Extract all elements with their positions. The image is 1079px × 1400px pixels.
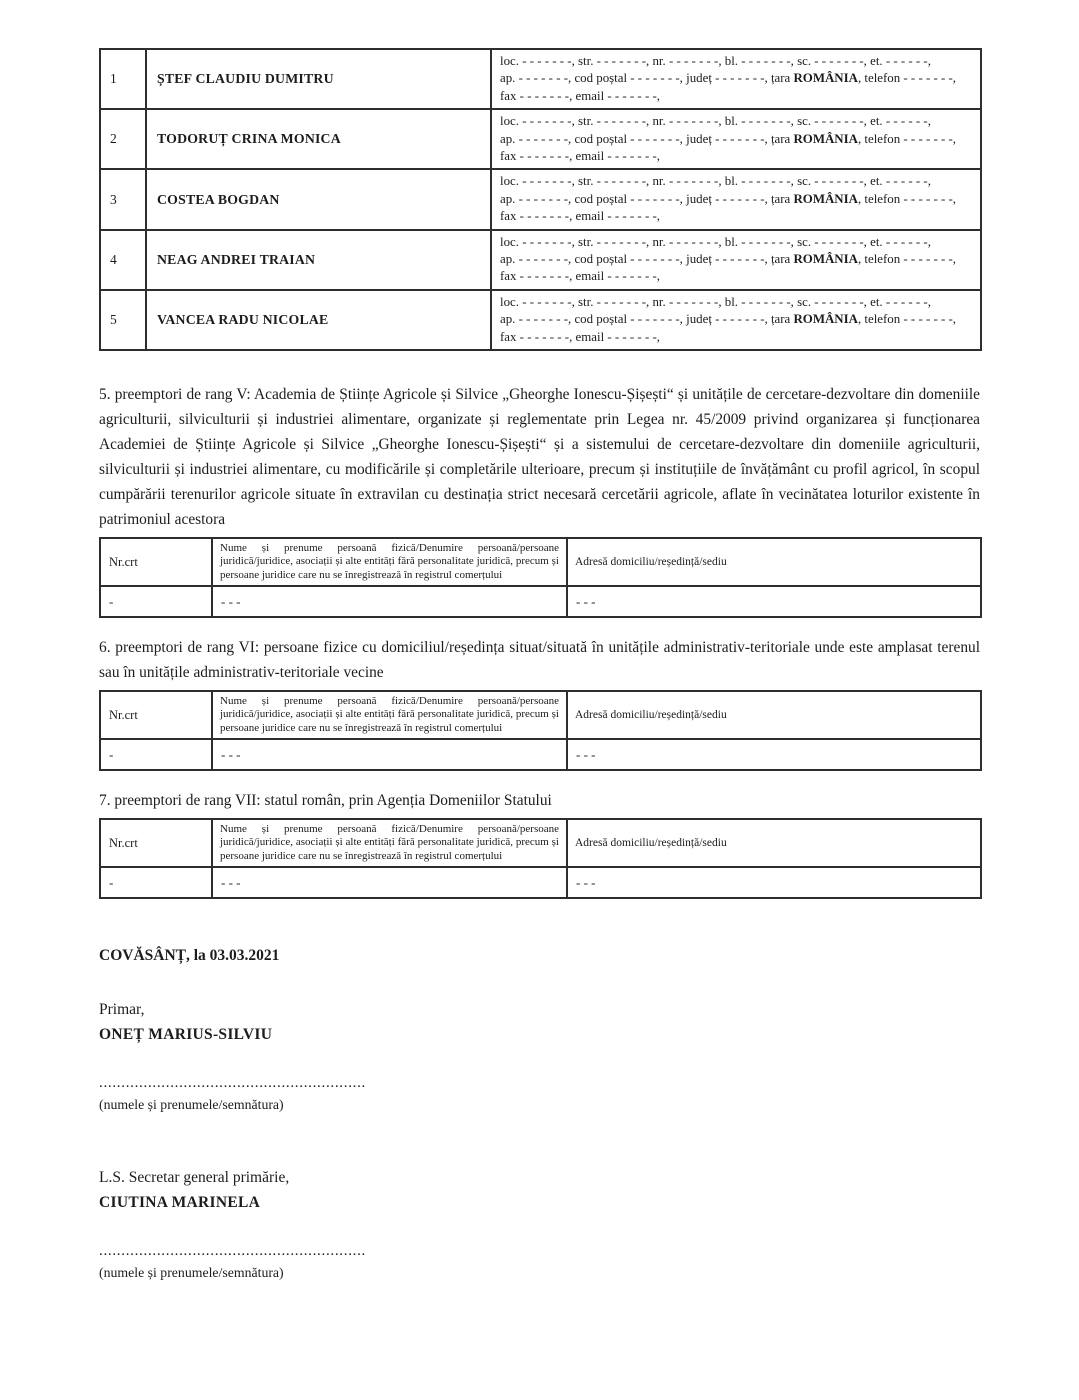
section7-table [99,818,982,899]
address-text: ap. - - - - - - -, cod poștal - - - - - - -, județ - - - - - - -, țara [500,191,794,206]
address-text: loc. - - - - - - -, str. - - - - - - -, nr. - - - - - - -, bl. - - - - - - -, sc. - - - - - - -, et. - - - - - -, [500,234,931,249]
address-text: ap. - - - - - - -, cod poștal - - - - - - -, județ - - - - - - -, țara [500,131,794,146]
preemptors-table [99,48,982,351]
address-text: fax - - - - - - -, email - - - - - - -, [500,149,660,164]
table-row [100,109,981,169]
table-header-row [100,819,981,867]
empty-cell-name: - - - [212,867,567,898]
address-text: loc. - - - - - - -, str. - - - - - - -, nr. - - - - - - -, bl. - - - - - - -, sc. - - - - - - -, et. - - - - - -, [500,54,931,68]
address-text: loc. - - - - - - -, str. - - - - - - -, nr. - - - - - - -, bl. - - - - - - -, sc. - - - - - - -, et. - - - - - -, [500,174,931,189]
signature-caption: (numele și prenumele/semnătura) [99,1265,284,1281]
column-header-address: Adresă domiciliu/reședință/sediu [567,538,981,586]
table-empty-row [100,739,981,770]
address-line-1 [500,113,972,130]
address-text: , telefon - - - - - - -, [857,131,957,146]
signature-line: ............................................................ [99,1075,366,1092]
column-header-nrcrt: Nr.crt [100,819,212,867]
address-text: fax - - - - - - -, email - - - - - - -, [500,329,660,344]
country-name: ROMÂNIA [793,131,858,146]
signature-name-secretar: CIUTINA MARINELA [99,1194,261,1212]
empty-cell-address: - - - [567,867,981,898]
preemptor-name: NEAG ANDREI TRAIAN [146,230,491,290]
address-line-3 [500,88,972,105]
address-line-2 [500,70,972,87]
row-number: 1 [100,49,146,109]
preemptor-address [491,109,981,169]
section6-paragraph: 6. preemptori de rang VI: persoane fizice cu domiciliul/reședința situat/situată în unitățile administrativ-teritoriale unde este amplasat terenul sau în unitățile administrativ-teritoriale vecine [99,639,980,682]
address-text: , telefon - - - - - - -, [857,252,957,267]
country-name: ROMÂNIA [793,191,858,206]
signature-caption: (numele și prenumele/semnătura) [99,1097,284,1113]
address-line-3 [500,208,972,225]
country-name: ROMÂNIA [793,71,858,86]
address-line-3 [500,148,972,165]
row-number: 4 [100,230,146,290]
address-line-1 [500,173,972,190]
address-text: loc. - - - - - - -, str. - - - - - - -, nr. - - - - - - -, bl. - - - - - - -, sc. - - - - - - -, et. - - - - - -, [500,294,931,309]
empty-cell-address: - - - [567,739,981,770]
address-line-2 [500,191,972,208]
preemptor-name: VANCEA RADU NICOLAE [146,290,491,350]
preemptor-name: ȘTEF CLAUDIU DUMITRU [146,49,491,109]
address-text: , telefon - - - - - - -, [857,312,957,327]
address-text: loc. - - - - - - -, str. - - - - - - -, nr. - - - - - - -, bl. - - - - - - -, sc. - - - - - - -, et. - - - - - -, [500,114,931,129]
address-text: ap. - - - - - - -, cod poștal - - - - - - -, județ - - - - - - -, țara [500,312,794,327]
table-header-row [100,538,981,586]
table-row [100,290,981,350]
row-number: 2 [100,109,146,169]
signature-role-primar: Primar, [99,1001,145,1019]
preemptor-address [491,290,981,350]
column-header-name: Nume și prenume persoană fizică/Denumire persoană/persoane juridică/juridice, asociații și alte entități fără personalitate juridică, precum și persoane juridice care nu se înregistrează în registrul comerțului [212,819,567,867]
column-header-name: Nume și prenume persoană fizică/Denumire persoană/persoane juridică/juridice, asociații și alte entități fără personalitate juridică, precum și persoane juridice care nu se înregistrează în registrul comerțului [212,691,567,739]
address-line-1 [500,234,972,251]
country-name: ROMÂNIA [793,312,858,327]
row-number: 5 [100,290,146,350]
table-header-row [100,691,981,739]
row-number: 3 [100,169,146,229]
address-text: fax - - - - - - -, email - - - - - - -, [500,269,660,284]
table-empty-row [100,867,981,898]
section5-paragraph: 5. preemptori de rang V: Academia de Științe Agricole și Silvice „Gheorghe Ionescu-Șișești“ și unitățile de cercetare-dezvoltare din domeniile agriculturii, silviculturii și industriei alimentare, organizate și reglementate prin Legea nr. 45/2009 privind organizarea și funcționarea Academiei de Științe Agricole și Silvice „Gheorghe Ionescu-Șișești“ și a sistemului de cercetare-dezvoltare din domeniile agriculturii, silviculturii și industriei alimentare, cu modificările și completările ulterioare, precum și instituțiile de învățământ cu profil agricol, în scopul cumpărării terenurilor agricole situate în extravilan cu destinația strict necesară cercetării agricole, aflate în vecinătatea loturilor existente în patrimoniul acestora [99,386,980,529]
preemptor-address [491,230,981,290]
preemptor-address [491,49,981,109]
table-row [100,169,981,229]
column-header-nrcrt: Nr.crt [100,691,212,739]
empty-cell-name: - - - [212,586,567,617]
section6-table [99,690,982,771]
address-text: fax - - - - - - -, email - - - - - - -, [500,209,660,224]
address-line-1 [500,53,972,70]
address-text: fax - - - - - - -, email - - - - - - -, [500,88,660,103]
address-text: , telefon - - - - - - -, [857,71,957,86]
table-row [100,230,981,290]
empty-cell-nr: - [100,739,212,770]
empty-cell-address: - - - [567,586,981,617]
address-line-3 [500,329,972,346]
preemptor-address [491,169,981,229]
country-name: ROMÂNIA [793,252,858,267]
column-header-address: Adresă domiciliu/reședință/sediu [567,819,981,867]
empty-cell-nr: - [100,867,212,898]
signature-line: ............................................................ [99,1243,366,1260]
table-empty-row [100,586,981,617]
address-line-1 [500,294,972,311]
address-text: ap. - - - - - - -, cod poștal - - - - - - -, județ - - - - - - -, țara [500,71,794,86]
column-header-nrcrt: Nr.crt [100,538,212,586]
preemptor-name: TODORUȚ CRINA MONICA [146,109,491,169]
address-text: , telefon - - - - - - -, [857,191,957,206]
address-line-2 [500,131,972,148]
address-line-2 [500,251,972,268]
empty-cell-name: - - - [212,739,567,770]
signature-name-primar: ONEȚ MARIUS-SILVIU [99,1026,273,1044]
address-text: ap. - - - - - - -, cod poștal - - - - - - -, județ - - - - - - -, țara [500,252,794,267]
table-row [100,49,981,109]
column-header-name: Nume și prenume persoană fizică/Denumire persoană/persoane juridică/juridice, asociații și alte entități fără personalitate juridică, precum și persoane juridice care nu se înregistrează în registrul comerțului [212,538,567,586]
preemptor-name: COSTEA BOGDAN [146,169,491,229]
section7-paragraph: 7. preemptori de rang VII: statul român, prin Agenția Domeniilor Statului [99,792,552,810]
empty-cell-nr: - [100,586,212,617]
signature-role-secretar: L.S. Secretar general primărie, [99,1169,290,1187]
address-line-2 [500,311,972,328]
section5-table [99,537,982,618]
column-header-address: Adresă domiciliu/reședință/sediu [567,691,981,739]
place-and-date: COVĂSÂNȚ, la 03.03.2021 [99,947,280,965]
address-line-3 [500,268,972,285]
